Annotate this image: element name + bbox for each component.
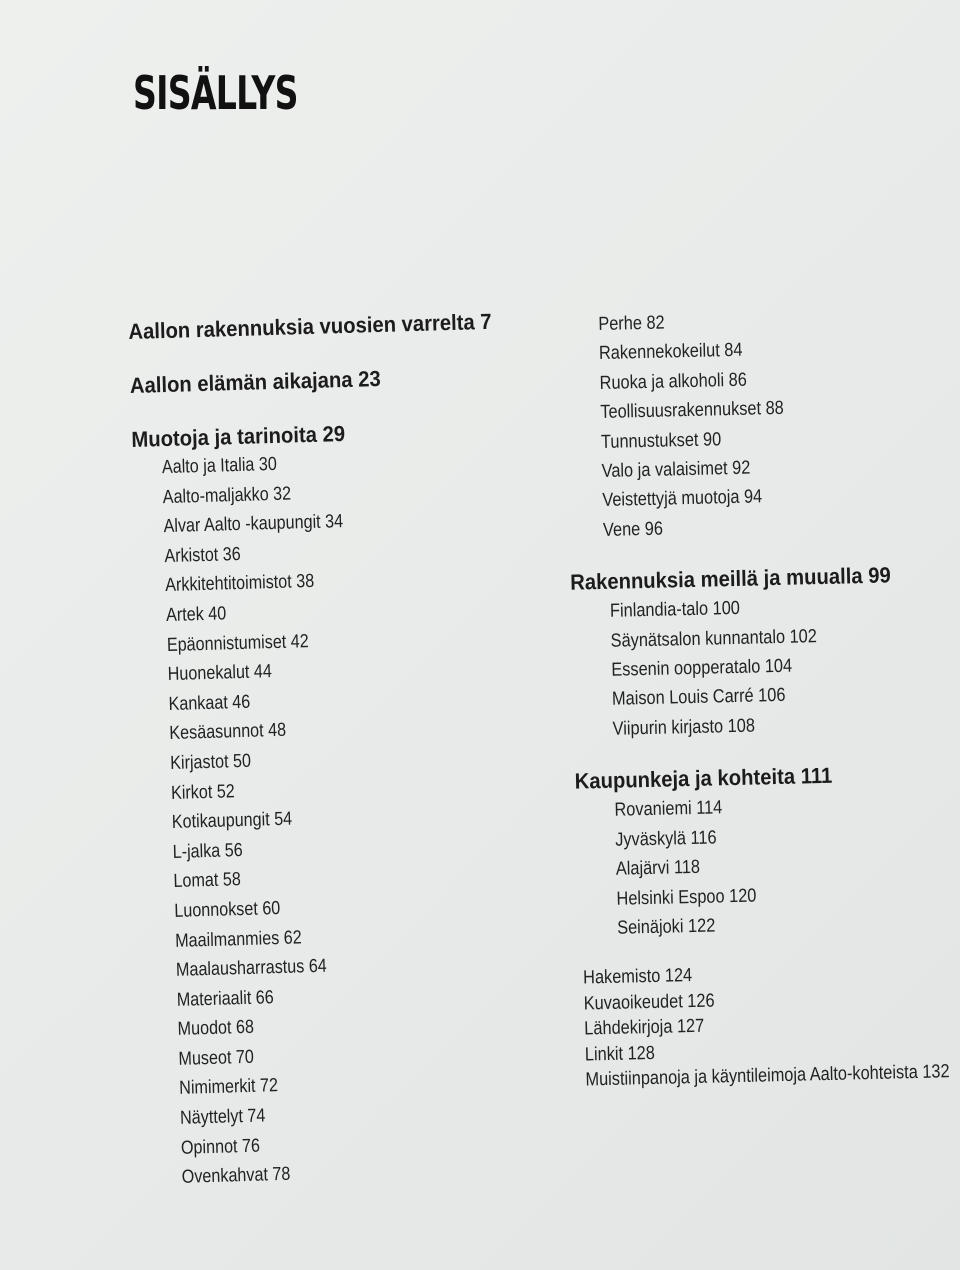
toc-entry: Näyttelyt 74 [179, 1105, 266, 1129]
toc-entry: Perhe 82 [598, 312, 665, 335]
toc-section-heading: Aallon elämän aikajana 23 [129, 365, 382, 398]
toc-entry: Alvar Aalto -kaupungit 34 [163, 511, 344, 538]
toc-entry: Finlandia-talo 100 [609, 598, 741, 623]
toc-entry: Seinäjoki 122 [616, 915, 716, 939]
toc-entry: Kuvaoikeudet 126 [583, 990, 715, 1015]
toc-entry: Rakennekokeilut 84 [598, 340, 743, 365]
toc-right-column [569, 301, 960, 1093]
toc-entry: Muistiinpanoja ja käyntileimoja Aalto-kohteista 132 [585, 1061, 950, 1091]
toc-entry: Maison Louis Carré 106 [611, 685, 786, 711]
toc-entry: Kirjastot 50 [169, 750, 252, 774]
toc-entry: Huonekalut 44 [167, 661, 273, 686]
toc-entry: Kotikaupungit 54 [171, 808, 293, 834]
toc-entry: Luonnokset 60 [174, 897, 281, 922]
toc-entry: Aalto-maljakko 32 [162, 483, 292, 508]
toc-entry: Muodot 68 [177, 1017, 255, 1041]
toc-entry: Lähdekirjoja 127 [584, 1016, 705, 1040]
toc-entry: Maalausharrastus 64 [175, 955, 328, 982]
toc-entry: Kankaat 46 [168, 691, 251, 715]
toc-entry: Aalto ja Italia 30 [161, 453, 278, 479]
toc-entry: Maailmanmies 62 [174, 926, 302, 952]
toc-item-list [598, 301, 960, 545]
toc-entry: Ovenkahvat 78 [181, 1164, 291, 1189]
toc-entry: Opinnot 76 [180, 1135, 261, 1159]
toc-item-list [132, 443, 547, 1194]
toc-entry: Rovaniemi 114 [614, 797, 723, 822]
toc-entry: Veistettyjä muotoja 94 [602, 486, 763, 512]
toc-entry: Viipurin kirjasto 108 [612, 715, 756, 740]
toc-entry: Säynätsalon kunnantalo 102 [610, 625, 818, 652]
toc-entry: Tunnustukset 90 [600, 428, 722, 453]
toc-back-matter-list [582, 956, 960, 1092]
page-title: SISÄLLYS [133, 66, 298, 120]
toc-entry: Kirkot 52 [170, 780, 236, 804]
toc-entry: Arkistot 36 [164, 543, 241, 567]
toc-entry: Essenin oopperatalo 104 [611, 655, 793, 681]
toc-entry: Lomat 58 [173, 869, 242, 893]
toc-item-list [605, 588, 960, 744]
toc-entry: Arkkitehtitoimistot 38 [164, 571, 315, 597]
toc-entry: Alajärvi 118 [615, 856, 701, 880]
toc-entry: Linkit 128 [584, 1042, 656, 1066]
toc-section-heading: Aallon rakennuksia vuosien varrelta 7 [128, 308, 492, 344]
toc-entry: Teollisuusrakennukset 88 [600, 398, 785, 424]
toc-left-column [128, 307, 547, 1194]
toc-entry: Artek 40 [165, 603, 227, 627]
toc-section-heading: Kaupunkeja ja kohteita 111 [574, 763, 833, 794]
toc-entry: Epäonnistumiset 42 [166, 630, 309, 656]
toc-entry: Kesäasunnot 48 [169, 720, 287, 745]
toc-entry: Nimimerkit 72 [178, 1075, 279, 1100]
toc-entry: Ruoka ja alkoholi 86 [599, 369, 748, 394]
toc-entry: Materiaalit 66 [176, 986, 275, 1011]
toc-section-heading: Muotoja ja tarinoita 29 [131, 420, 346, 452]
toc-item-list [609, 787, 960, 943]
toc-entry: L-jalka 56 [172, 839, 243, 863]
toc-entry: Vene 96 [602, 518, 664, 541]
toc-entry: Helsinki Espoo 120 [616, 885, 757, 910]
toc-entry: Museot 70 [178, 1046, 255, 1070]
toc-section-heading: Rakennuksia meillä ja muualla 99 [569, 562, 891, 595]
toc-entry: Hakemisto 124 [582, 965, 693, 989]
toc-entry: Jyväskylä 116 [614, 827, 717, 851]
toc-entry: Valo ja valaisimet 92 [601, 457, 751, 482]
